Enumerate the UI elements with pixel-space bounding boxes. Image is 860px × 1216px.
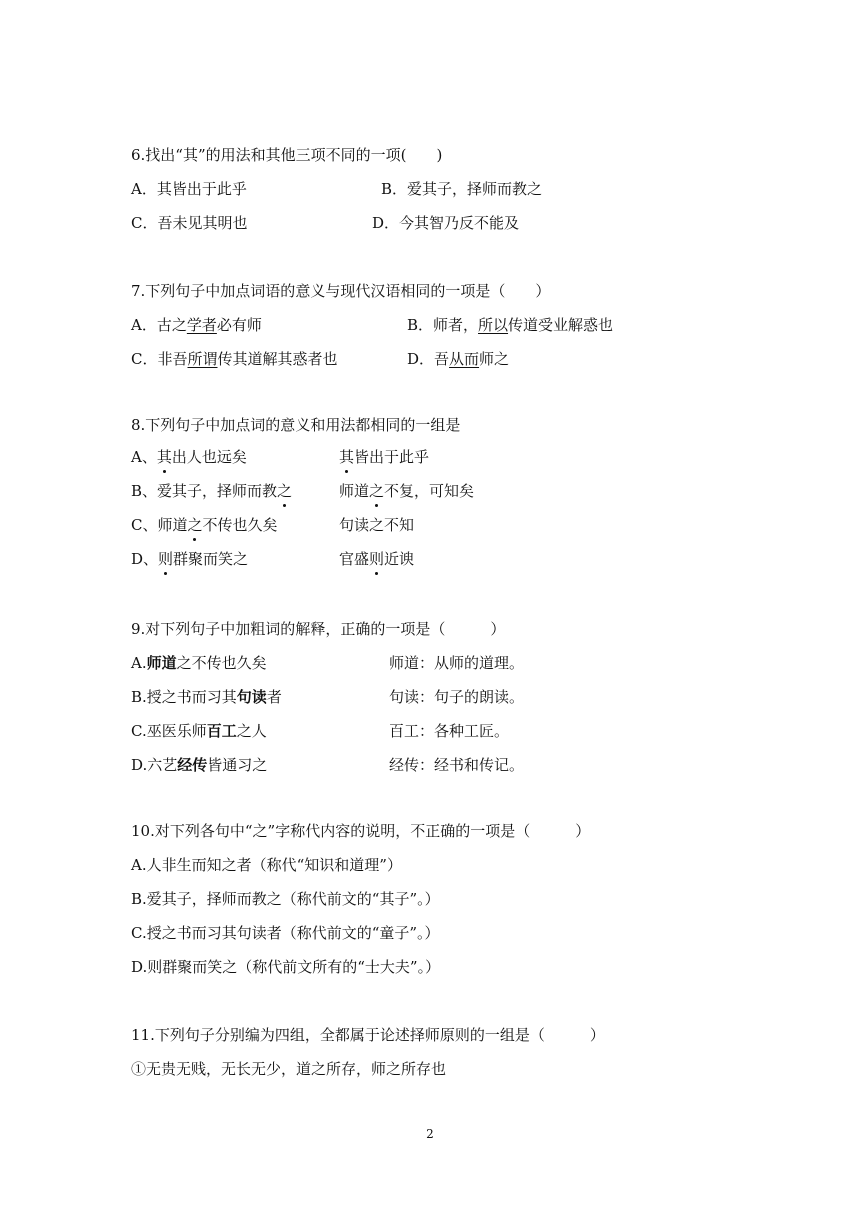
q9-option-c-explanation: 百工：各种工匠。 bbox=[389, 722, 510, 740]
q7-d-underlined: 从而 bbox=[449, 350, 480, 368]
q7-d-rest: 师之 bbox=[479, 350, 510, 368]
q10-option-c: C.授之书而习其句读者（称代前文的“童子”。） bbox=[131, 924, 440, 942]
q8-stem: 8.下列句子中加点词的意义和用法都相同的一组是 bbox=[131, 416, 461, 434]
q8-d2-text: 官盛 bbox=[339, 550, 370, 568]
q7-option-a bbox=[131, 315, 262, 335]
q8-c-text: C、师道 bbox=[131, 516, 188, 534]
q9-d-text: D.六艺 bbox=[131, 756, 178, 774]
q11-item-1: ①无贵无贱，无长无少，道之所存，师之所存也 bbox=[131, 1060, 447, 1078]
q8-option-b-pair bbox=[339, 481, 474, 501]
q8-a2-rest: 皆出于此乎 bbox=[354, 448, 430, 466]
q8-b2-dotted-word: 之 bbox=[369, 482, 385, 500]
q9-option-a bbox=[131, 653, 267, 673]
q8-c-rest: 不传也久矣 bbox=[202, 516, 278, 534]
q9-d-bold-word: 经传 bbox=[177, 756, 208, 774]
q9-a-label: A. bbox=[131, 654, 147, 672]
q8-a2-dotted-word: 其 bbox=[339, 448, 355, 466]
q7-stem: 7.下列句子中加点词语的意义与现代汉语相同的一项是（ ） bbox=[131, 282, 551, 300]
q8-a-label: A、 bbox=[131, 448, 157, 466]
q6-option-c: C．吾未见其明也 bbox=[131, 214, 248, 232]
page-number: 2 bbox=[426, 1127, 434, 1141]
q7-c-underlined: 所谓 bbox=[187, 350, 218, 368]
q7-c-text: C．非吾 bbox=[131, 350, 188, 368]
q9-stem: 9.对下列句子中加粗词的解释，正确的一项是（ ） bbox=[131, 620, 506, 638]
q9-a-bold-word: 师道 bbox=[146, 654, 177, 672]
q8-b-text: B、爱其子，择师而教 bbox=[131, 482, 278, 500]
q9-b-text: B.授之书而习其 bbox=[131, 688, 237, 706]
q8-d-dotted-word: 则 bbox=[158, 550, 174, 568]
q6-option-d: D．今其智乃反不能及 bbox=[372, 214, 520, 232]
q7-a-rest: 必有师 bbox=[216, 316, 262, 334]
q11-stem: 11.下列句子分别编为四组，全都属于论述择师原则的一组是（ ） bbox=[131, 1026, 605, 1044]
q6-option-b: B．爱其子，择师而教之 bbox=[381, 180, 543, 198]
q6-stem: 6.找出“其”的用法和其他三项不同的一项( ) bbox=[131, 146, 443, 164]
q8-d2-rest: 近谀 bbox=[384, 550, 415, 568]
q9-option-b-explanation: 句读：句子的朗读。 bbox=[389, 688, 525, 706]
q9-d-rest: 皆通习之 bbox=[207, 756, 268, 774]
q6-option-a: A．其皆出于此乎 bbox=[131, 180, 247, 198]
q9-option-c bbox=[131, 721, 267, 741]
q9-b-rest: 者 bbox=[266, 688, 282, 706]
q8-option-c bbox=[131, 515, 278, 535]
q8-d-label: D、 bbox=[131, 550, 159, 568]
q9-option-d-explanation: 经传：经书和传记。 bbox=[389, 756, 525, 774]
q8-b2-text: 师道 bbox=[339, 482, 370, 500]
q10-stem: 10.对下列各句中“之”字称代内容的说明，不正确的一项是（ ） bbox=[131, 822, 591, 840]
q7-b-underlined: 所以 bbox=[478, 316, 509, 334]
q7-d-text: D．吾 bbox=[407, 350, 450, 368]
q8-option-b bbox=[131, 481, 292, 501]
q9-c-rest: 之人 bbox=[236, 722, 267, 740]
q8-option-a bbox=[131, 447, 247, 467]
q7-option-c bbox=[131, 349, 338, 369]
q8-a-rest: 出人也远矣 bbox=[171, 448, 247, 466]
q10-option-a: A.人非生而知之者（称代“知识和道理”） bbox=[131, 856, 402, 874]
q7-b-text: B．师者， bbox=[407, 316, 479, 334]
q7-a-underlined: 学者 bbox=[186, 316, 217, 334]
q9-option-d bbox=[131, 755, 267, 775]
q9-a-rest: 之不传也久矣 bbox=[176, 654, 267, 672]
q7-b-rest: 传道受业解惑也 bbox=[508, 316, 614, 334]
q9-b-bold-word: 句读 bbox=[236, 688, 267, 706]
q8-d2-dotted-word: 则 bbox=[369, 550, 385, 568]
q9-option-a-explanation: 师道：从师的道理。 bbox=[389, 654, 525, 672]
q8-c-dotted-word: 之 bbox=[187, 516, 203, 534]
q7-option-d bbox=[407, 349, 509, 369]
q7-option-b bbox=[407, 315, 613, 335]
q8-b-dotted-word: 之 bbox=[277, 482, 293, 500]
q8-b2-rest: 不复，可知矣 bbox=[384, 482, 475, 500]
q8-option-c-pair: 句读之不知 bbox=[339, 516, 415, 534]
q8-option-d bbox=[131, 549, 248, 569]
q8-d-rest: 群聚而笑之 bbox=[173, 550, 249, 568]
q8-a-dotted-word: 其 bbox=[156, 448, 172, 466]
q9-option-b bbox=[131, 687, 282, 707]
q8-option-d-pair bbox=[339, 549, 414, 569]
q7-a-text: A．古之 bbox=[131, 316, 187, 334]
q10-option-d: D.则群聚而笑之（称代前文所有的“士大夫”。） bbox=[131, 958, 441, 976]
q8-option-a-pair bbox=[339, 447, 429, 467]
q9-c-text: C.巫医乐师 bbox=[131, 722, 207, 740]
q9-c-bold-word: 百工 bbox=[206, 722, 237, 740]
q10-option-b: B.爱其子，择师而教之（称代前文的“其子”。） bbox=[131, 890, 440, 908]
q7-c-rest: 传其道解其惑者也 bbox=[217, 350, 338, 368]
